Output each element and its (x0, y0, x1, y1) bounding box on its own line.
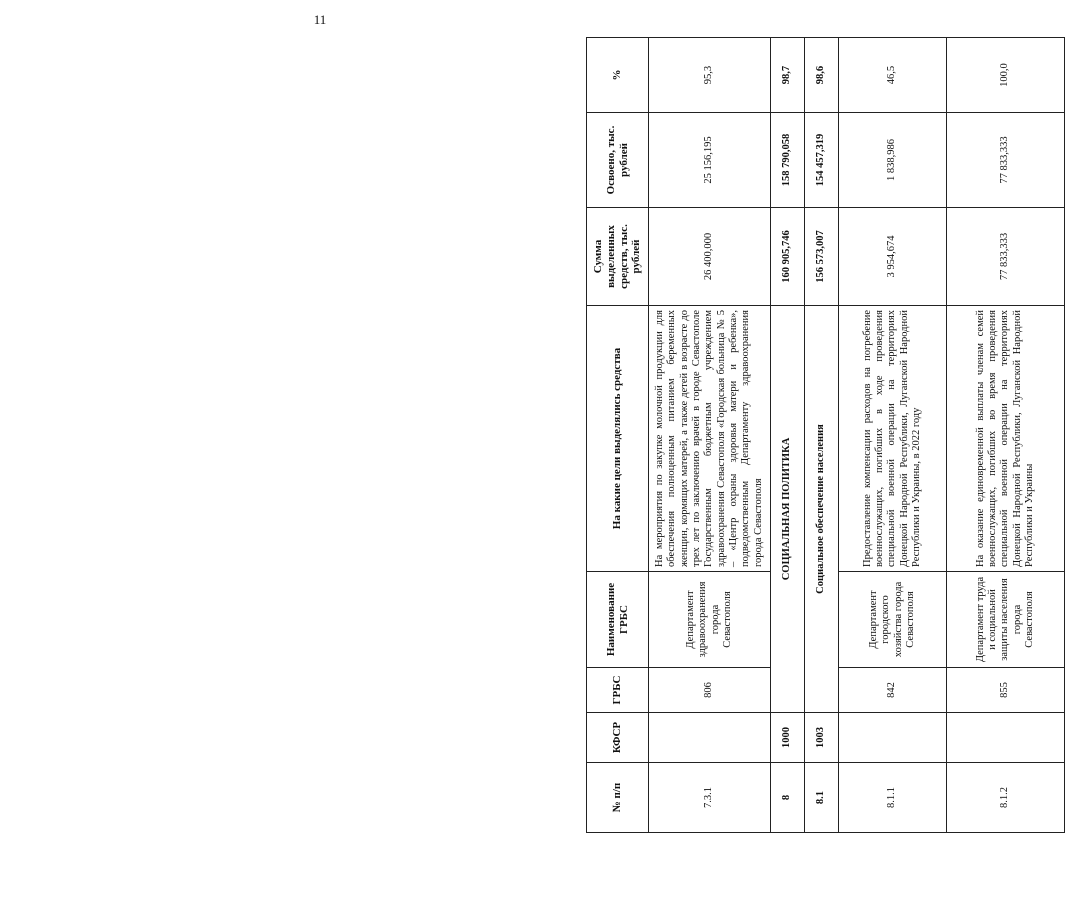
header-grbs: ГРБС (587, 668, 649, 713)
section-title: СОЦИАЛЬНАЯ ПОЛИТИКА (771, 306, 805, 713)
cell-grbs: 806 (649, 668, 771, 713)
header-spent: Освоено, тыс. рублей (587, 113, 649, 208)
cell-allocated-sum: 77 833,333 (947, 208, 1065, 306)
budget-table (586, 37, 1065, 833)
cell-spent: 25 156,195 (649, 113, 771, 208)
header-kfsr: КФСР (587, 713, 649, 763)
cell-kfsr (839, 713, 947, 763)
cell-num: 8.1.2 (947, 763, 1065, 833)
cell-allocated-sum: 26 400,000 (649, 208, 771, 306)
cell-purpose: На мероприятия по закупке молочной продукции для обеспечения полноценным питанием беременных женщин, кормящих матерей, а также детей в возрасте до трех лет по заключению врачей в городе Севастополе Государственным бюджетным учреждением здравоохранения Севастополя «Городская больница № 5 – «Центр охраны здоровья матери и ребенка», подведомственным Департаменту здравоохранения города Севастополя (649, 306, 771, 572)
header-num: № п/п (587, 763, 649, 833)
page-number: 11 (313, 12, 327, 27)
table-section-row (771, 38, 805, 833)
cell-purpose: Предоставление компенсации расходов на погребение военнослужащих, погибших в ходе проведения специальной военной операции на территориях Донецкой Народной Республики, Луганской Народной Республики и Украины, в 2022 году (839, 306, 947, 572)
cell-percent: 95,3 (649, 38, 771, 113)
header-percent: % (587, 38, 649, 113)
cell-grbs: 855 (947, 668, 1065, 713)
cell-percent: 100,0 (947, 38, 1065, 113)
cell-allocated-sum: 156 573,007 (805, 208, 839, 306)
table-row (649, 38, 771, 833)
section-title: Социальное обеспечение населения (805, 306, 839, 713)
cell-grbs-name: Департамент здравоохранения города Севастополя (649, 572, 771, 668)
header-purpose: На какие цели выделялись средства (587, 306, 649, 572)
cell-num: 7.3.1 (649, 763, 771, 833)
header-grbs-name: Наименование ГРБС (587, 572, 649, 668)
cell-grbs-name: Департамент труда и социальной защиты населения города Севастополя (947, 572, 1065, 668)
table-section-row (805, 38, 839, 833)
cell-grbs: 842 (839, 668, 947, 713)
table-header-row (587, 38, 649, 833)
cell-percent: 98,6 (805, 38, 839, 113)
cell-percent: 98,7 (771, 38, 805, 113)
cell-spent: 1 838,986 (839, 113, 947, 208)
cell-kfsr (947, 713, 1065, 763)
cell-kfsr: 1000 (771, 713, 805, 763)
table-row (947, 38, 1065, 833)
rotated-table-sheet (586, 38, 1064, 833)
cell-purpose: На оказание единовременной выплаты членам семей военнослужащих, погибших во время проведения специальной военной операции на территориях Донецкой Народной Республики, Луганской Народной Республики и Украины (947, 306, 1065, 572)
cell-num: 8.1.1 (839, 763, 947, 833)
header-allocated-sum: Сумма выделенных средств, тыс. рублей (587, 208, 649, 306)
cell-allocated-sum: 160 905,746 (771, 208, 805, 306)
cell-allocated-sum: 3 954,674 (839, 208, 947, 306)
cell-kfsr (649, 713, 771, 763)
cell-num: 8 (771, 763, 805, 833)
cell-spent: 77 833,333 (947, 113, 1065, 208)
cell-kfsr: 1003 (805, 713, 839, 763)
cell-num: 8.1 (805, 763, 839, 833)
cell-grbs-name: Департамент городского хозяйства города Севастополя (839, 572, 947, 668)
cell-percent: 46,5 (839, 38, 947, 113)
cell-spent: 154 457,319 (805, 113, 839, 208)
cell-spent: 158 790,058 (771, 113, 805, 208)
table-row (839, 38, 947, 833)
